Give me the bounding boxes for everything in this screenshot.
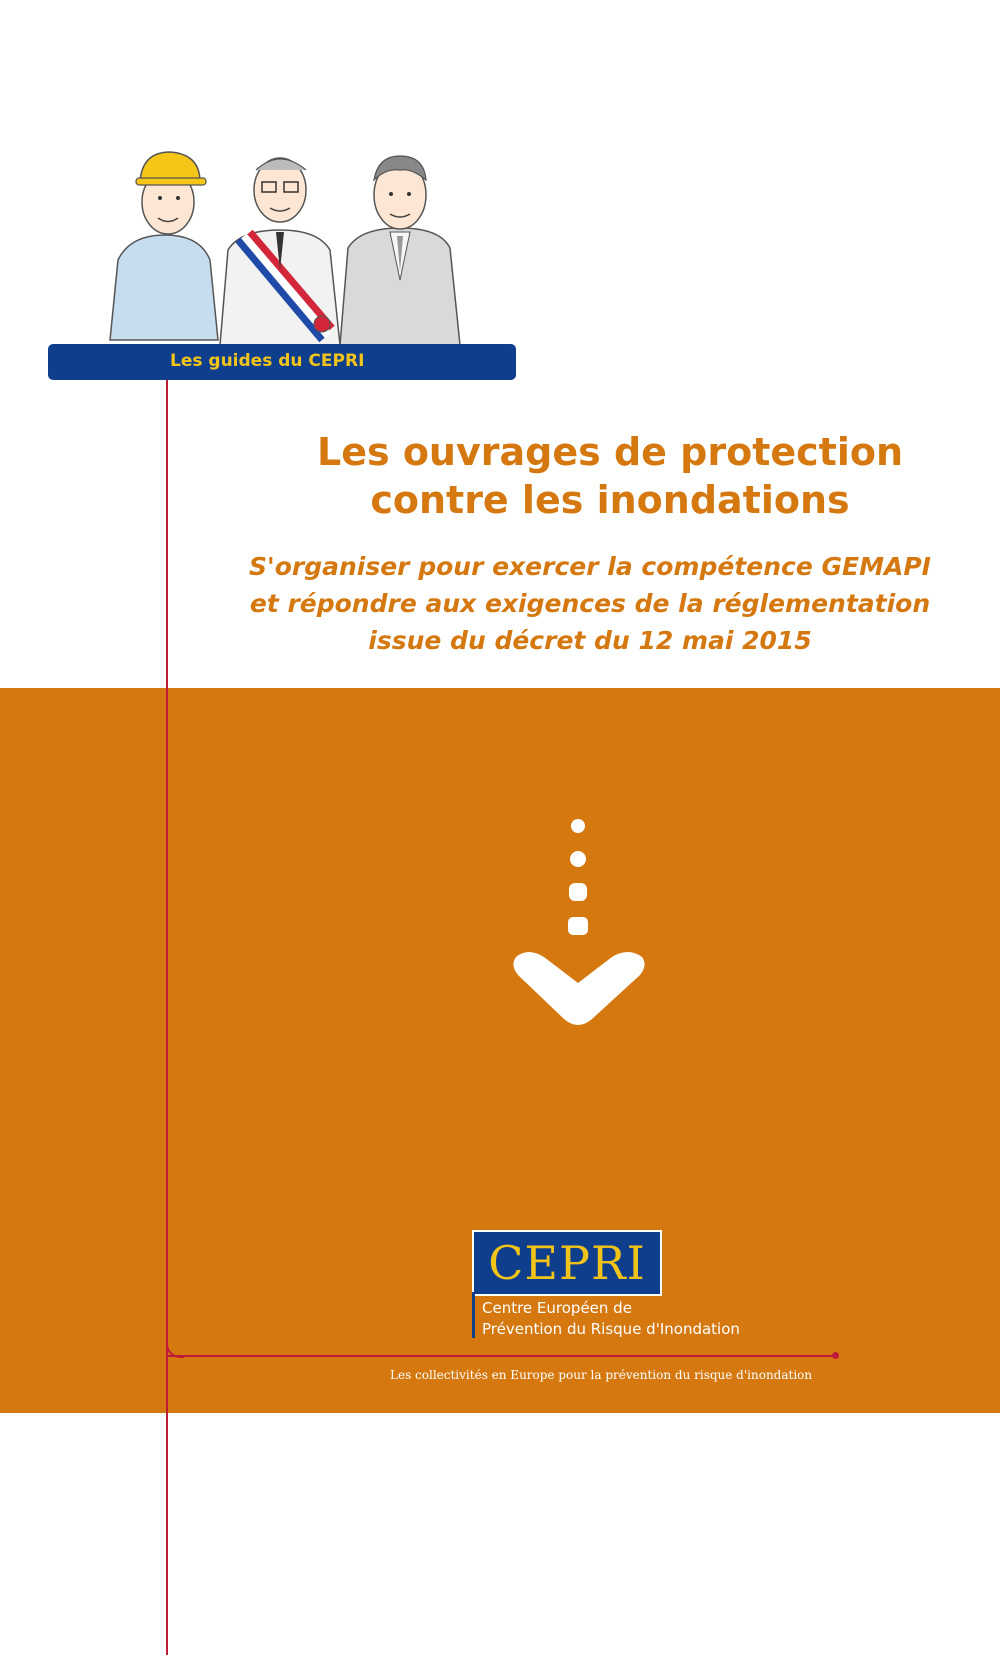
bottom-guide-line	[168, 1355, 834, 1357]
worker-figure	[110, 152, 218, 340]
mayor-figure	[220, 158, 340, 345]
logo-text: CEPRI	[488, 1236, 646, 1290]
cepri-logo	[472, 1230, 662, 1296]
subtitle-line-1: S'organiser pour exercer la compétence GEMAPI	[249, 552, 931, 581]
series-label: Les guides du CEPRI	[170, 351, 365, 371]
title-line-1: Les ouvrages de protection	[316, 430, 904, 474]
guide-line-end-dot	[832, 1352, 839, 1359]
org-name-line-1: Centre Européen de	[482, 1299, 632, 1317]
subtitle-line-3: issue du décret du 12 mai 2015	[368, 626, 812, 655]
document-title	[240, 428, 980, 524]
subtitle-line-2: et répondre aux exigences de la réglementation	[249, 589, 931, 618]
vertical-guide-line	[166, 380, 168, 1655]
series-banner	[48, 344, 516, 380]
document-subtitle	[200, 548, 980, 659]
org-name-line-2: Prévention du Risque d'Inondation	[482, 1320, 740, 1338]
title-line-2: contre les inondations	[370, 478, 850, 522]
suit-figure	[340, 156, 460, 345]
three-characters-illustration	[60, 140, 520, 350]
logo-accent-bar	[472, 1292, 475, 1338]
footer-tagline: Les collectivités en Europe pour la prévention du risque d'inondation	[390, 1368, 813, 1382]
organization-name	[482, 1298, 740, 1340]
dotted-down-arrow-icon	[508, 815, 652, 1035]
